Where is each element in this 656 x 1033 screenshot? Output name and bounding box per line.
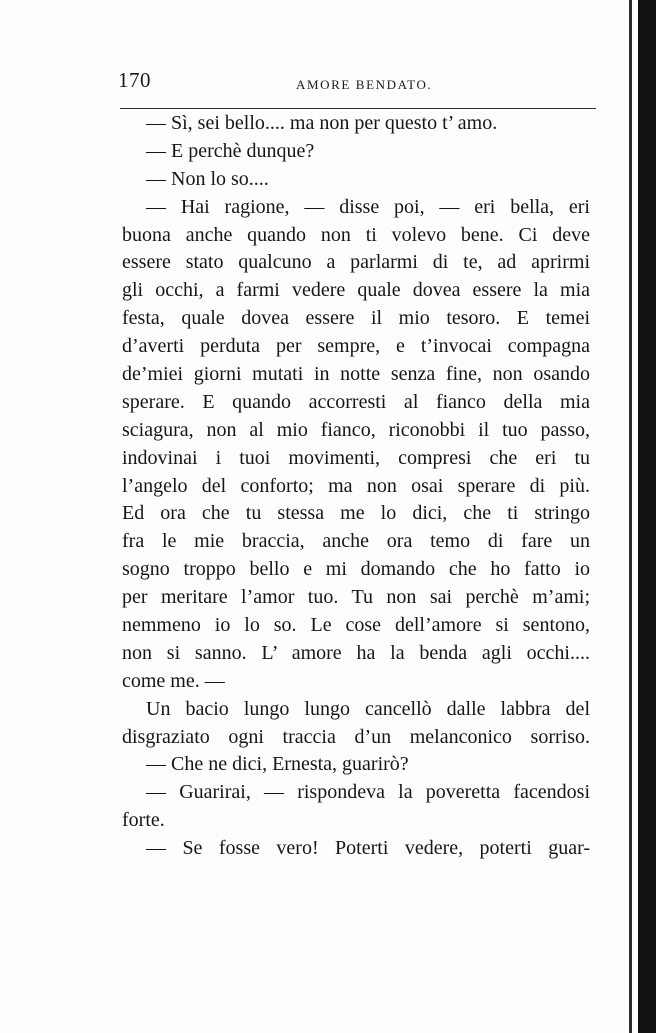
text-line: festa, quale dovea essere il mio tesoro. E temei (122, 307, 590, 330)
text-line: Ed ora che tu stessa me lo dici, che ti stringo (122, 502, 590, 525)
text-line: — Non lo so.... (146, 167, 269, 190)
scan-edge-line (629, 0, 632, 1033)
page-header (118, 66, 596, 106)
text-line: de’miei giorni mutati in notte senza fine, non osando (122, 363, 590, 386)
text-line: non si sanno. L’ amore ha la benda agli occhi.... (122, 641, 590, 664)
text-line: sciagura, non al mio fianco, riconobbi il tuo passo, (122, 418, 590, 441)
text-line: fra le mie braccia, anche ora temo di fare un (122, 530, 590, 553)
text-line: sperare. E quando accorresti al fianco della mia (122, 390, 590, 413)
header-rule (120, 108, 596, 109)
text-line: d’averti perduta per sempre, e t’invocai compagna (122, 335, 590, 358)
text-line: sogno troppo bello e mi domando che ho fatto io (122, 558, 590, 581)
text-line: — Guarirai, — rispondeva la poveretta facendosi (146, 781, 590, 804)
body-text (122, 110, 590, 863)
text-line: essere stato qualcuno a parlarmi di te, ad aprirmi (122, 251, 590, 274)
text-line: — E perchè dunque? (146, 139, 315, 162)
text-line: per meritare l’amor tuo. Tu non sai perchè m’ami; (122, 586, 590, 609)
text-line: come me. — (122, 669, 225, 692)
text-line: gli occhi, a farmi vedere quale dovea essere la mia (122, 279, 590, 302)
text-line: buona anche quando non ti volevo bene. Ci deve (122, 223, 590, 246)
text-line: — Che ne dici, Ernesta, guarirò? (146, 753, 409, 776)
scan-dark-margin (638, 0, 656, 1033)
text-line: l’angelo del conforto; ma non osai sperare di più. (122, 474, 590, 497)
text-line: disgraziato ogni traccia d’un melanconico sorriso. (122, 725, 590, 748)
text-line: forte. (122, 809, 165, 832)
text-line: Un bacio lungo lungo cancellò dalle labbra del (146, 697, 590, 720)
text-line: nemmeno io lo so. Le cose dell’amore si sentono, (122, 614, 590, 637)
text-line: — Sì, sei bello.... ma non per questo t’ amo. (146, 112, 498, 134)
page-number: 170 (118, 68, 151, 92)
text-line: — Se fosse vero! Poterti vedere, poterti guar- (146, 837, 590, 860)
running-title: AMORE BENDATO. (296, 77, 433, 92)
text-line: — Hai ragione, — disse poi, — eri bella, eri (146, 195, 590, 218)
text-line: indovinai i tuoi movimenti, compresi che eri tu (122, 446, 590, 469)
